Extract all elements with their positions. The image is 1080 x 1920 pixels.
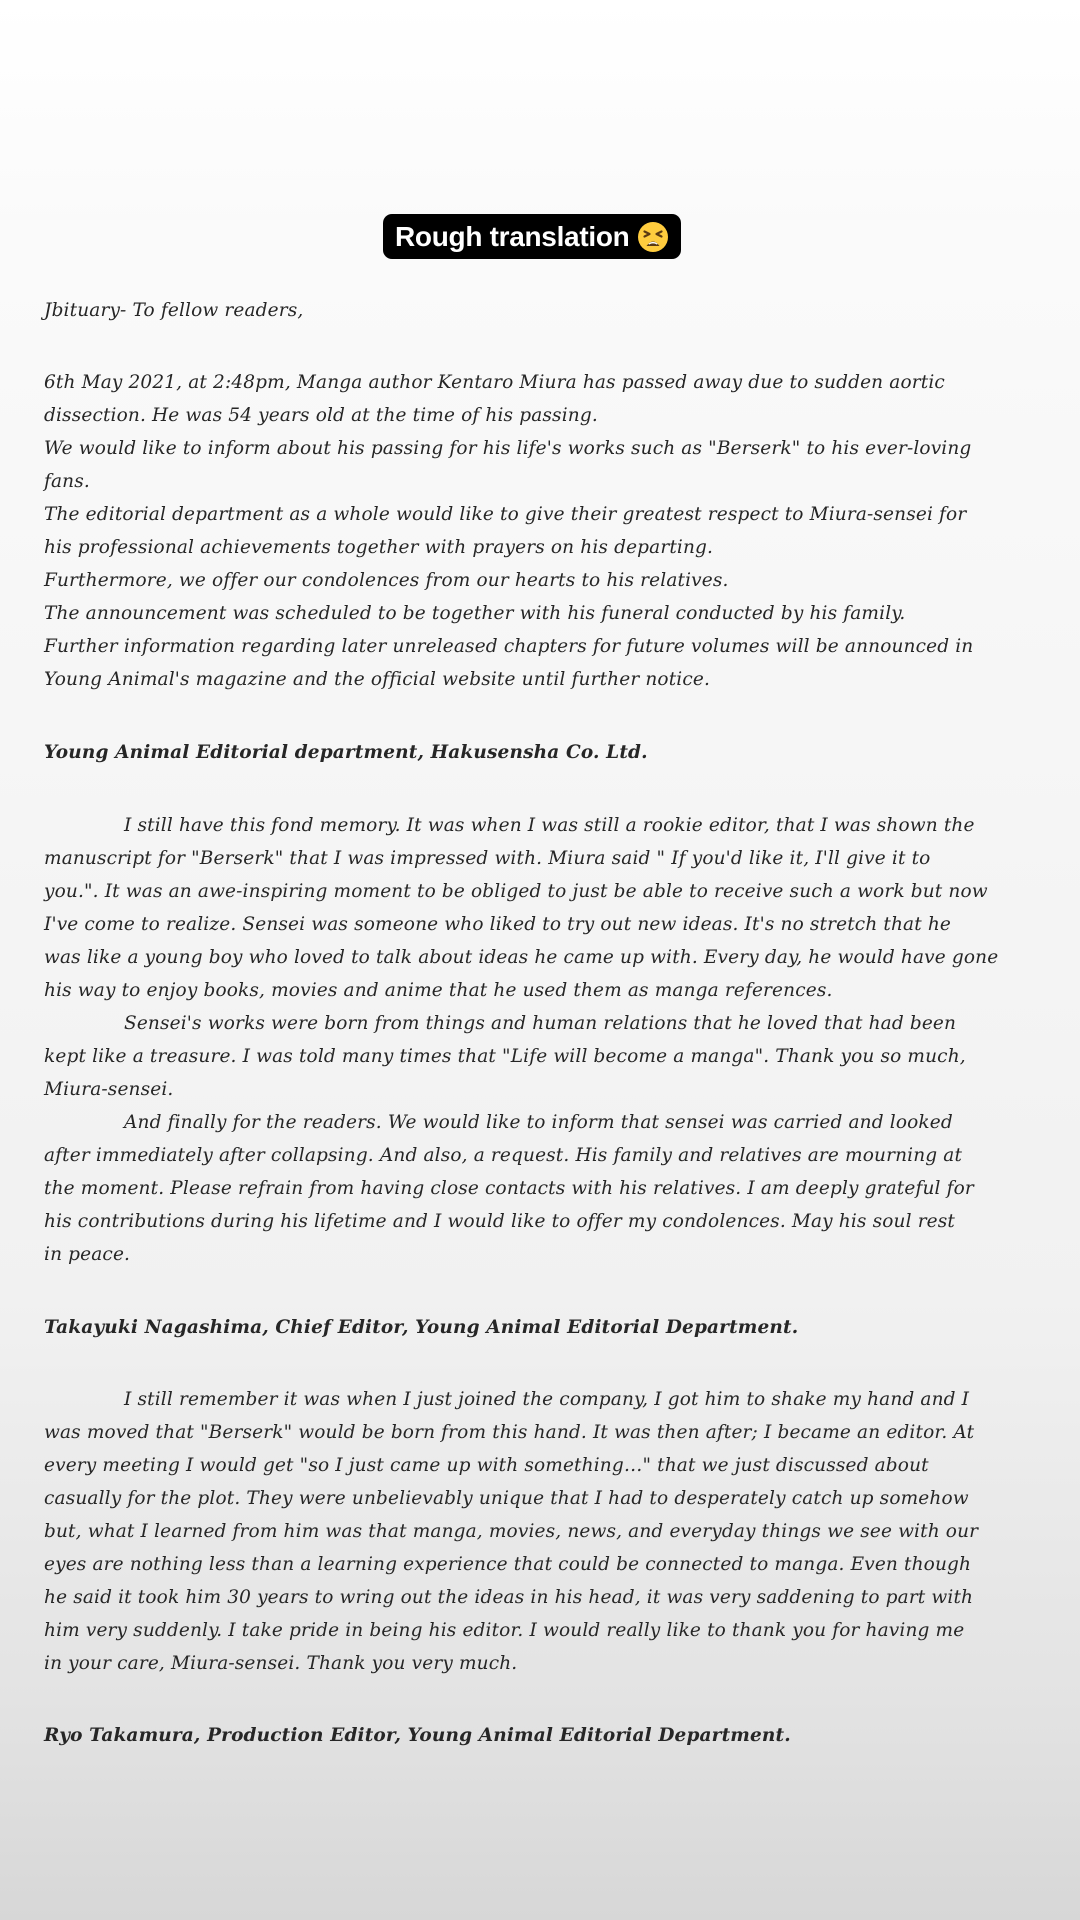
intro-line: We would like to inform about his passing for his life's works such as "Berserk" to his ever-loving [44,438,972,459]
message-line: was like a young boy who loved to talk about ideas he came up with. Every day, he would have gone [44,947,999,968]
signature-production-editor: Ryo Takamura, Production Editor, Young Animal Editorial Department. [44,1725,791,1746]
message-line: Sensei's works were born from things and human relations that he loved that had been [124,1013,957,1034]
message-line: his contributions during his lifetime and I would like to offer my condolences. May his soul rest [44,1211,956,1232]
message-line: was moved that "Berserk" would be born from this hand. It was then after; I became an editor. At [44,1422,975,1443]
message-line: manuscript for "Berserk" that I was impressed with. Miura said " If you'd like it, I'll give it to [44,848,931,869]
intro-line: 6th May 2021, at 2:48pm, Manga author Kentaro Miura has passed away due to sudden aortic [44,372,945,393]
intro-line: Young Animal's magazine and the official website until further notice. [44,669,710,690]
message-line: the moment. Please refrain from having close contacts with his relatives. I am deeply grateful for [44,1178,974,1199]
message-line: after immediately after collapsing. And also, a request. His family and relatives are mourning at [44,1145,963,1166]
signature-chief-editor: Takayuki Nagashima, Chief Editor, Young Animal Editorial Department. [44,1317,799,1338]
message-line: he said it took him 30 years to wring out the ideas in his head, it was very saddening to part with [44,1587,974,1608]
message-line: in peace. [44,1244,131,1265]
message-line: but, what I learned from him was that manga, movies, news, and everyday things we see with our [44,1521,979,1542]
message-line: And finally for the readers. We would like to inform that sensei was carried and looked [124,1112,953,1133]
message-line: him very suddenly. I take pride in being his editor. I would really like to thank you for having me [44,1620,965,1641]
letter-salutation: Jbituary- To fellow readers, [44,300,304,321]
signature-editorial-department: Young Animal Editorial department, Hakusensha Co. Ltd. [44,742,648,763]
message-line: you.". It was an awe-inspiring moment to be obliged to just be able to receive such a work but now [44,881,988,902]
message-line: in your care, Miura-sensei. Thank you very much. [44,1653,518,1674]
message-line: Miura-sensei. [44,1079,174,1100]
intro-line: dissection. He was 54 years old at the time of his passing. [44,405,598,426]
intro-line: The announcement was scheduled to be together with his funeral conducted by his family. [44,603,906,624]
message-line: eyes are nothing less than a learning experience that could be connected to manga. Even though [44,1554,972,1575]
intro-line: Further information regarding later unreleased chapters for future volumes will be announced in [44,636,974,657]
intro-line: The editorial department as a whole would like to give their greatest respect to Miura-sensei for [44,504,967,525]
message-line: I've come to realize. Sensei was someone who liked to try out new ideas. It's no stretch that he [44,914,952,935]
message-line: I still have this fond memory. It was when I was still a rookie editor, that I was shown the [124,815,975,836]
intro-line: Furthermore, we offer our condolences from our hearts to his relatives. [44,570,729,591]
message-line: kept like a treasure. I was told many times that "Life will become a manga". Thank you so much, [44,1046,966,1067]
message-line: casually for the plot. They were unbelievably unique that I had to desperately catch up somehow [44,1488,969,1509]
sticker-label: Rough translation [395,220,630,252]
message-line: I still remember it was when I just joined the company, I got him to shake my hand and I [124,1389,970,1410]
message-line: every meeting I would get "so I just came up with something…" that we just discussed about [44,1455,929,1476]
message-line: his way to enjoy books, movies and anime that he used them as manga references. [44,980,833,1001]
intro-line: fans. [44,471,90,492]
intro-line: his professional achievements together with prayers on his departing. [44,537,714,558]
